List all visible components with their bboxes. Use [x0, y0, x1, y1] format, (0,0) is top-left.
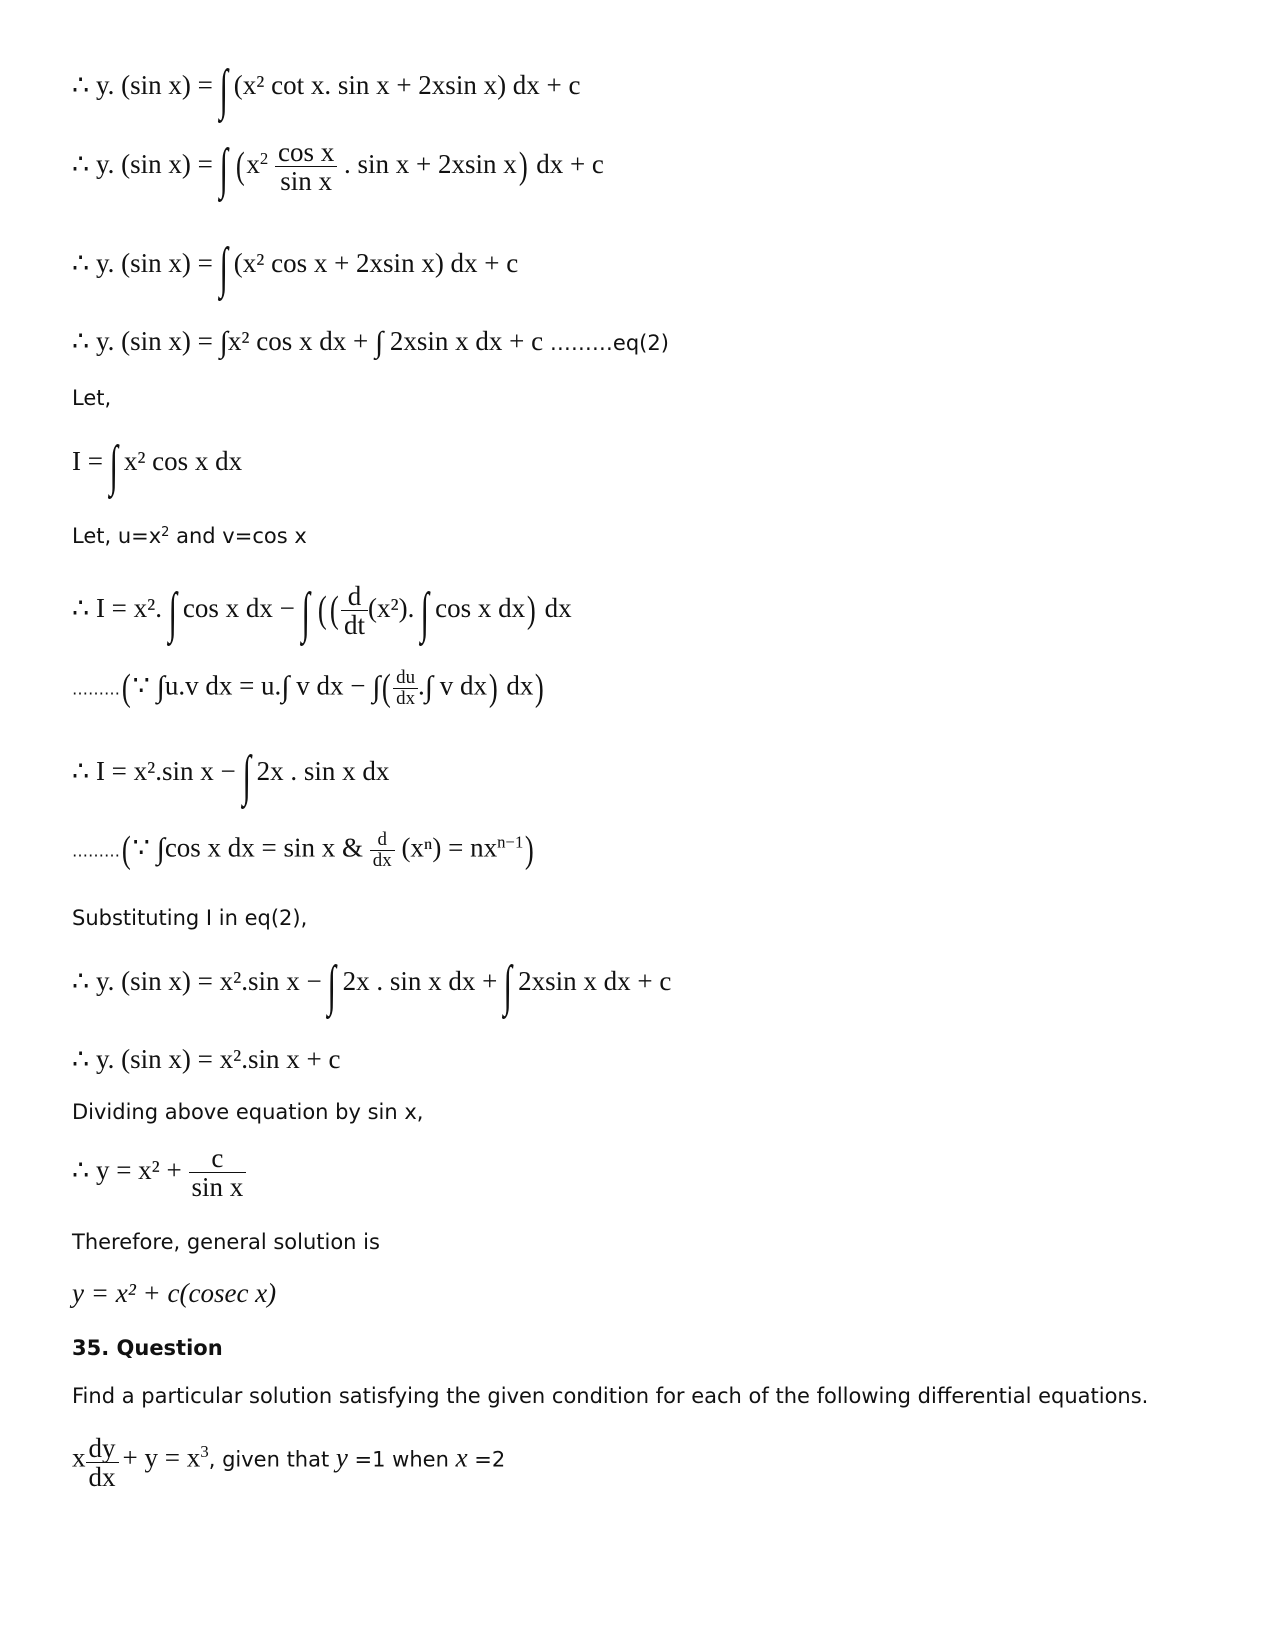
therefore-symbol: ∴	[72, 248, 90, 278]
derivative-fraction: $\frac{d}{dx}$	[370, 830, 395, 871]
equation-body: (x² cos x + 2xsin x) dx + c	[233, 248, 519, 278]
equation-lhs: y. (sin x) =	[95, 248, 213, 278]
fraction: $\frac{\text{cos x}}{\text{sin x}}$	[275, 138, 337, 196]
fact-line: ………(∵ ∫cos x dx = sin x & $\frac{d}{dx}$ $(x^n) = nx^{n-1}$)	[72, 828, 535, 871]
integral-sign: ∫	[219, 326, 228, 359]
integral-sign: ∫	[301, 582, 310, 645]
equation-body: (x² cot x. sin x + 2xsin x) dx + c	[233, 70, 581, 100]
y-equation: ∴ y = x² + $\frac{c}{\text{sin x}}$	[72, 1144, 246, 1202]
question-equation: x $\frac{dy}{dx}$ + $y = x^3$, given that y =1 when x =2	[72, 1433, 506, 1493]
integral-sign: ∫	[219, 138, 228, 201]
equation-line-4: ∴ y. (sin x) = ∫x² cos x dx + ∫ 2xsin x dx + c ………eq(2)	[72, 326, 669, 359]
integral-sign: ∫	[168, 582, 177, 645]
equation-line-2: ∴ y. (sin x) = ∫ ($x^2$ $\frac{\text{cos x}}{\text{sin x}}$ . sin x + 2xsin x) dx + c	[72, 137, 604, 201]
text-let-uv: Let, $u=x^2$ and v=cos x	[72, 524, 307, 548]
integral-sign: ∫	[241, 745, 251, 807]
text-let: Let,	[72, 386, 112, 410]
integral-sign: ∫	[109, 435, 118, 497]
therefore-symbol: ∴	[72, 149, 90, 180]
general-solution: y = x² + c(cosec x)	[72, 1278, 277, 1308]
therefore-symbol: ∴	[72, 70, 90, 100]
fraction: $\frac{c}{\text{sin x}}$	[189, 1144, 247, 1202]
integral-sign: ∫	[374, 326, 384, 359]
equation-line-3	[72, 237, 519, 299]
question-heading: 35. Question	[72, 1336, 223, 1360]
equation-lhs: y. (sin x) =	[95, 70, 213, 100]
integral-sign: ∫	[503, 955, 512, 1017]
ibp-rule-line: ………(∵ ∫u.v dx = u.∫ v dx − ∫( $\frac{du}{dx}$ .∫ v dx) dx)	[72, 666, 545, 709]
substituted-equation: ∴ y. (sin x) = x².sin x − ∫ 2x . sin x dx + ∫ 2xsin x dx + c	[72, 955, 672, 1017]
integral-sign: ∫	[420, 582, 429, 645]
integral-sign: ∫	[219, 237, 228, 299]
text-dividing: Dividing above equation by sin x,	[72, 1100, 424, 1124]
therefore-symbol: ∴	[72, 326, 90, 356]
derivative-fraction: $\frac{d}{dt}$	[341, 582, 368, 640]
equation-lhs: y. (sin x) =	[95, 149, 213, 180]
fraction: $\frac{dy}{dx}$	[86, 1434, 119, 1492]
integral-sign: ∫	[327, 955, 337, 1017]
integral-sign: ∫	[219, 59, 228, 121]
integral-definition: I = ∫ x² cos x dx	[72, 435, 243, 497]
text-therefore: Therefore, general solution is	[72, 1230, 380, 1254]
simplified-equation: ∴ y. (sin x) = x².sin x + c	[72, 1044, 341, 1074]
question-body: Find a particular solution satisfying the given condition for each of the following differential equations.	[72, 1384, 1149, 1408]
equation-line-1	[72, 59, 581, 121]
text-substituting: Substituting I in eq(2),	[72, 906, 308, 930]
equation-lhs: y. (sin x) =	[95, 326, 213, 356]
equation-tag: ………eq(2)	[549, 331, 669, 355]
derivative-fraction: $\frac{du}{dx}$	[393, 668, 418, 709]
integration-by-parts-line: ∴ I = x². ∫ cos x dx − ∫ (( $\frac{d}{dt}$ (x²). ∫ cos x dx) dx	[72, 581, 572, 645]
step-line: ∴ I = x².sin x − ∫ 2x . sin x dx	[72, 745, 390, 807]
